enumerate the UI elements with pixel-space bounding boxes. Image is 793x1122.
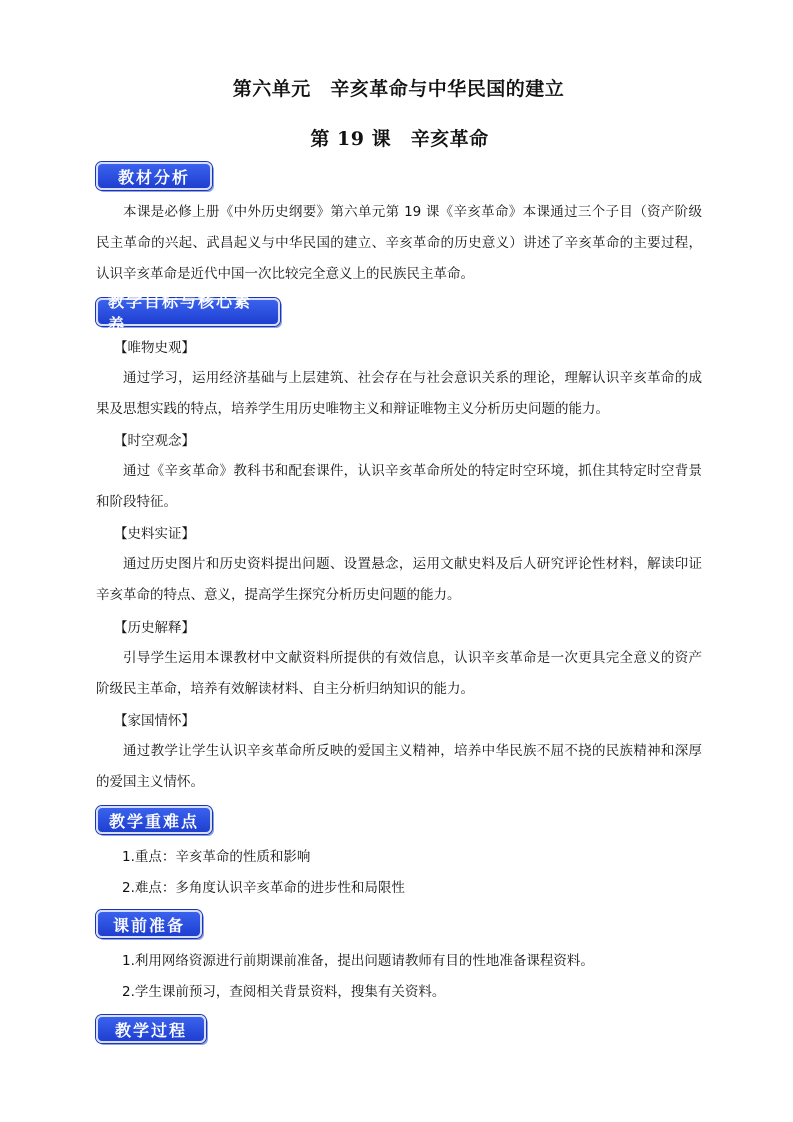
unit-title: 第六单元 辛亥革命与中华民国的建立 <box>232 78 565 100</box>
section-heading-preparation: 课前准备 <box>96 910 202 938</box>
goal-text-materialism: 通过学习，运用经济基础与上层建筑、社会存在与社会意识关系的理论，理解认识辛亥革命的成果及思想实践的特点，培养学生用历史唯物主义和辩证唯物主义分析历史问题的能力。 <box>96 370 702 417</box>
difficulty-item: 2.难点：多角度认识辛亥革命的进步性和局限性 <box>122 880 405 896</box>
goal-label-spacetime: 【时空观念】 <box>114 433 195 449</box>
section-heading-key-points: 教学重难点 <box>96 806 212 834</box>
goal-label-materialism: 【唯物史观】 <box>114 340 195 356</box>
key-point-item: 1.重点：辛亥革命的性质和影响 <box>122 849 311 865</box>
section-heading-process: 教学过程 <box>96 1015 206 1043</box>
goal-text-interpretation: 引导学生运用本课教材中文献资料所提供的有效信息，认识辛亥革命是一次更具完全意义的资产阶级民主革命，培养有效解读材料、自主分析归纳知识的能力。 <box>96 650 702 697</box>
section-heading-analysis: 教材分析 <box>96 162 212 190</box>
preparation-item: 2.学生课前预习，查阅相关背景资料，搜集有关资料。 <box>122 984 446 1000</box>
goal-text-evidence: 通过历史图片和历史资料提出问题、设置悬念，运用文献史料及后人研究评论性材料，解读印证辛亥革命的特点、意义，提高学生探究分析历史问题的能力。 <box>96 556 702 603</box>
goal-text-patriotism: 通过教学让学生认识辛亥革命所反映的爱国主义精神，培养中华民族不屈不挠的民族精神和深厚的爱国主义情怀。 <box>96 743 702 790</box>
goal-text-spacetime: 通过《辛亥革命》教科书和配套课件，认识辛亥革命所处的特定时空环境，抓住其特定时空背景和阶段特征。 <box>96 463 702 510</box>
analysis-paragraph: 本课是必修上册《中外历史纲要》第六单元第 19 课《辛亥革命》本课通过三个子目（资产阶级民主革命的兴起、武昌起义与中华民国的建立、辛亥革命的历史意义）讲述了辛亥革命的主要过程，认识辛亥革命是近代中国一次比较完全意义上的民族民主革命。 <box>96 204 702 282</box>
goal-label-patriotism: 【家国情怀】 <box>114 713 195 729</box>
goal-label-evidence: 【史料实证】 <box>114 526 195 542</box>
preparation-item: 1.利用网络资源进行前期课前准备，提出问题请教师有目的性地准备课程资料。 <box>122 953 594 969</box>
lesson-title: 第 19 课 辛亥革命 <box>310 128 489 150</box>
section-heading-goals: 教学目标与核心素养 <box>96 298 280 326</box>
goal-label-interpretation: 【历史解释】 <box>114 620 195 636</box>
